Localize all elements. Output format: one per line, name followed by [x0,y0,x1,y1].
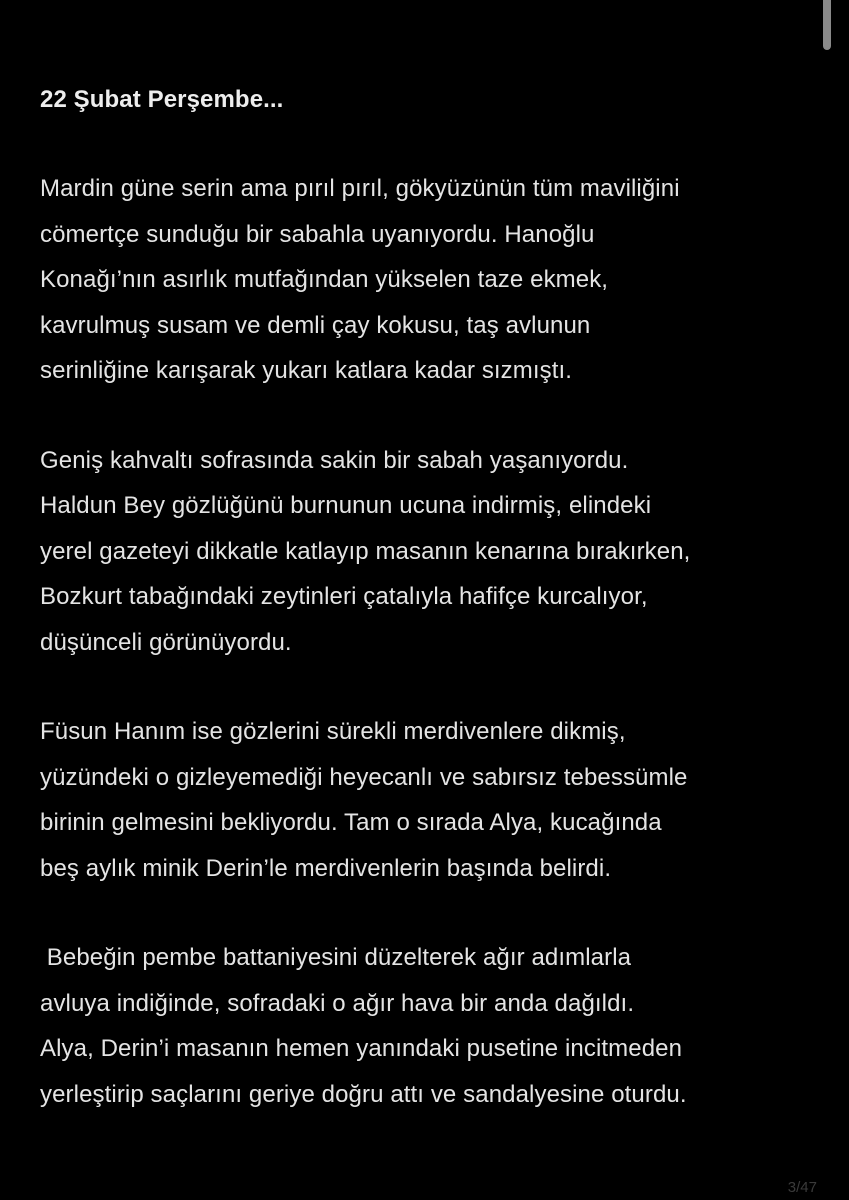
page-indicator: 3/47 [787,1179,817,1196]
text-line: beş aylık minik Derin’le merdivenlerin başında belirdi. [40,854,612,882]
text-line: kavrulmuş susam ve demli çay kokusu, taş avlunun [40,311,591,339]
text-line: Alya, Derin’i masanın hemen yanındaki pusetine incitmeden [40,1035,683,1062]
text-line: Konağı’nın asırlık mutfağından yükselen taze ekmek, [40,266,609,293]
paragraph-3 [40,709,830,891]
text-line: Mardin güne serin ama pırıl pırıl, gökyüzünün tüm maviliğini [40,175,680,202]
text-line: serinliğine karışarak yukarı katlara kadar sızmıştı. [40,357,573,384]
text-line: Haldun Bey gözlüğünü burnunun ucuna indirmiş, elindeki [40,492,652,519]
text-line: yerleştirip saçlarını geriye doğru attı ve sandalyesine oturdu. [40,1080,687,1108]
text-line: cömertçe sunduğu bir sabahla uyanıyordu. Hanoğlu [40,220,595,248]
text-line: düşünceli görünüyordu. [40,628,292,656]
text-line: Füsun Hanım ise gözlerini sürekli merdivenlere dikmiş, [40,718,626,745]
document-content [40,80,830,1117]
paragraph-4 [40,935,830,1117]
text-line: yerel gazeteyi dikkatle katlayıp masanın kenarına bırakırken, [40,537,691,565]
text-line: birinin gelmesini bekliyordu. Tam o sırada Alya, kucağında [40,809,662,836]
text-line: Bozkurt tabağındaki zeytinleri çatalıyla hafifçe kurcalıyor, [40,583,648,610]
chapter-date-heading: 22 Şubat Perşembe... [40,86,284,113]
scrollbar[interactable] [823,0,831,50]
text-line: Geniş kahvaltı sofrasında sakin bir sabah yaşanıyordu. [40,446,629,474]
text-line: yüzündeki o gizleyemediği heyecanlı ve sabırsız tebessümle [40,763,688,791]
paragraph-1 [40,166,830,394]
text-line: Bebeğin pembe battaniyesini düzelterek ağır adımlarla [40,944,632,971]
paragraph-2 [40,438,830,666]
text-line: avluya indiğinde, sofradaki o ağır hava bir anda dağıldı. [40,989,635,1017]
